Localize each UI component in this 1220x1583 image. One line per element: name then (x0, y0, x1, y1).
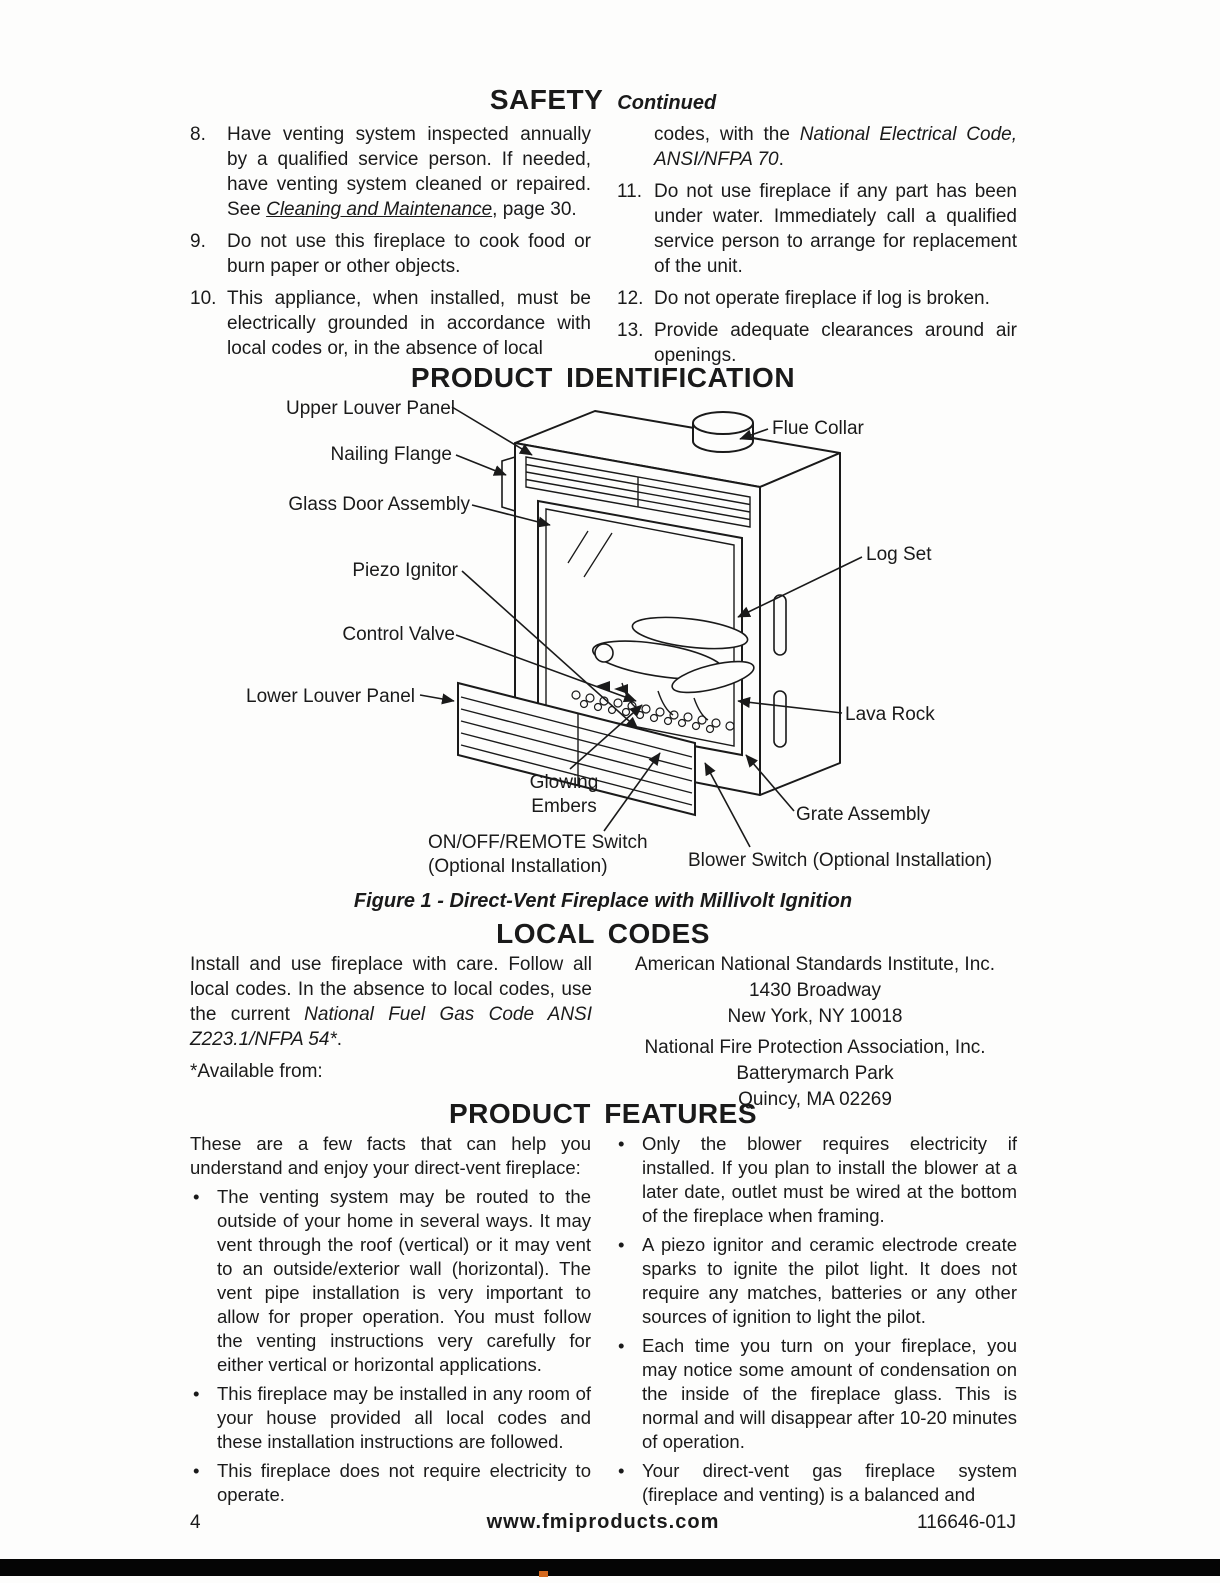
org-line: New York, NY 10018 (727, 1006, 903, 1027)
safety-item-8 (190, 122, 591, 222)
item-text: Each time you turn on your fireplace, you may notice some amount of condensation on the inside of the fireplace glass. This is normal and will disappear after 10-20 minutes of operation. (642, 1335, 1017, 1452)
footer-doc-number: 116646-01J (917, 1512, 1016, 1533)
product-features-heading (190, 1098, 1016, 1130)
text-run: Do not operate fireplace if log is broken. (654, 288, 990, 309)
features-list-right (615, 1132, 1017, 1512)
safety-item-9 (190, 229, 591, 279)
feature-item (190, 1382, 591, 1454)
feature-item (615, 1334, 1017, 1454)
safety-title: SAFETY (489, 84, 604, 115)
flue-collar-shape (693, 412, 753, 452)
item-number: 9. (190, 231, 206, 252)
item-text (654, 179, 1017, 279)
text-run: codes, with the (654, 124, 800, 145)
text-run: , page 30. (492, 199, 577, 220)
text-run: Provide adequate clearances around air openings. (654, 320, 1017, 366)
diagram-label-log-set: Log Set (866, 544, 932, 565)
item-text: Only the blower requires electricity if installed. If you plan to install the blower at a later date, outlet must be wired at the bottom of the fireplace when framing. (642, 1133, 1017, 1226)
local-codes-heading (190, 918, 1016, 950)
feature-item (615, 1459, 1017, 1507)
item-number: 13. (617, 320, 644, 341)
org-line: American National Standards Institute, Inc. (634, 954, 996, 975)
diagram-label-nailing-flange: Nailing Flange (330, 444, 452, 465)
diagram-label-blower-switch: Blower Switch (Optional Installation) (688, 850, 993, 871)
safety-item-10-continued (617, 122, 1017, 172)
item-number: 11. (617, 181, 643, 202)
safety-list-left (190, 122, 591, 368)
local-codes-paragraph (190, 952, 592, 1052)
page-edge-bar (0, 1559, 1220, 1576)
diagram-label-on-off-remote-switch: ON/OFF/REMOTE Switch (Optional Installation) (428, 832, 648, 877)
text-run-italic: National Fuel Gas Code ANSI Z223.1/NFPA 54* (190, 1004, 592, 1050)
diagram-label-piezo-ignitor: Piezo Ignitor (352, 560, 458, 581)
text-run: Do not use fireplace if any part has been under water. Immediately call a qualified service person to arrange for replacement of the unit. (654, 181, 1017, 277)
feature-item (615, 1233, 1017, 1329)
local-codes-addresses (600, 952, 1030, 1118)
item-number: 12. (617, 288, 644, 309)
text-run: . (336, 1029, 343, 1050)
features-list-left (190, 1132, 591, 1512)
item-number: 8. (190, 124, 206, 145)
item-text (227, 286, 591, 361)
diagram-label-glass-door-assembly: Glass Door Assembly (288, 494, 470, 515)
diagram-label-flue-collar: Flue Collar (772, 418, 864, 439)
bullet-marker: • (618, 1460, 625, 1481)
feature-item (190, 1185, 591, 1377)
feature-item (190, 1459, 591, 1507)
product-features-title: PRODUCT FEATURES (448, 1098, 758, 1129)
local-codes-text (190, 952, 592, 1084)
text-run-italic-underline: Cleaning and Maintenance (266, 199, 493, 220)
item-text (654, 286, 1017, 311)
item-text (227, 229, 591, 279)
safety-list-right (617, 122, 1017, 375)
diagram-label-grate-assembly: Grate Assembly (796, 804, 931, 825)
diagram-label-glowing-embers: Glowing Embers (529, 772, 599, 817)
safety-item-11 (617, 179, 1017, 279)
item-text: This fireplace does not require electricity to operate. (217, 1460, 591, 1505)
page-number: 4 (190, 1512, 201, 1533)
features-intro: These are a few facts that can help you understand and enjoy your direct-vent fireplace: (190, 1133, 591, 1178)
diagram-label-lava-rock: Lava Rock (845, 704, 935, 725)
safety-item-10 (190, 286, 591, 361)
text-run: . (778, 149, 784, 170)
bullet-marker: • (193, 1186, 200, 1207)
safety-heading (190, 84, 1016, 116)
footer-website: www.fmiproducts.com (486, 1511, 720, 1533)
bullet-marker: • (618, 1133, 625, 1154)
bullet-marker: • (193, 1383, 200, 1404)
text-run: Install and use fireplace with care. Follow all local codes. In the absence to local codes, use the current (190, 954, 592, 1025)
item-text: This fireplace may be installed in any room of your house provided all local codes and these installation instructions are followed. (217, 1383, 591, 1452)
fireplace-diagram (190, 395, 1020, 891)
bullet-marker: • (618, 1335, 625, 1356)
org-line: Quincy, MA 02269 (738, 1089, 892, 1110)
diagram-label-upper-louver-panel: Upper Louver Panel (286, 398, 455, 419)
item-text: A piezo ignitor and ceramic electrode create sparks to ignite the pilot light. It does not require any matches, batteries or any other sources of ignition to light the pilot. (642, 1234, 1017, 1327)
item-number: 10. (190, 288, 217, 309)
diagram-label-lower-louver-panel: Lower Louver Panel (246, 686, 415, 707)
safety-item-13 (617, 318, 1017, 368)
local-codes-title: LOCAL CODES (496, 918, 710, 949)
text-run: Do not use this fireplace to cook food or burn paper or other objects. (227, 231, 591, 277)
figure-caption: Figure 1 - Direct-Vent Fireplace with Millivolt Ignition (353, 890, 853, 912)
bullet-marker: • (618, 1234, 625, 1255)
org-line: 1430 Broadway (748, 980, 882, 1001)
diagram-label-control-valve: Control Valve (342, 624, 455, 645)
organization-block (600, 952, 1030, 1030)
scan-artifact-dot (539, 1571, 548, 1577)
feature-item (615, 1132, 1017, 1228)
available-from-label: *Available from: (190, 1061, 323, 1082)
org-line: Batterymarch Park (736, 1063, 894, 1084)
item-text (227, 122, 591, 222)
text-run: Have venting system inspected annually by a qualified service person. If needed, have venting system cleaned or repaired. See (227, 124, 591, 220)
item-text: Your direct-vent gas fireplace system (fireplace and venting) is a balanced and (642, 1460, 1017, 1505)
org-line: National Fire Protection Association, Inc. (644, 1037, 986, 1058)
nailing-flange-shape (502, 457, 515, 511)
item-text: The venting system may be routed to the outside of your home in several ways. It may vent through the roof (vertical) or it may vent to an outside/exterior wall (horizontal). The vent pipe installation is very important to allow for proper operation. You must follow the venting instructions very carefully for either vertical or horizontal applications. (217, 1186, 591, 1375)
product-identification-title: PRODUCT IDENTIFICATION (410, 362, 796, 393)
text-run-italic: National Electrical Code, ANSI/NFPA 70 (654, 124, 1017, 170)
product-identification-heading (190, 362, 1016, 394)
safety-item-12 (617, 286, 1017, 311)
safety-continued-label: Continued (617, 92, 717, 114)
item-text (654, 318, 1017, 368)
bullet-marker: • (193, 1460, 200, 1481)
text-run: This appliance, when installed, must be electrically grounded in accordance with local codes or, in the absence of local (227, 288, 591, 359)
